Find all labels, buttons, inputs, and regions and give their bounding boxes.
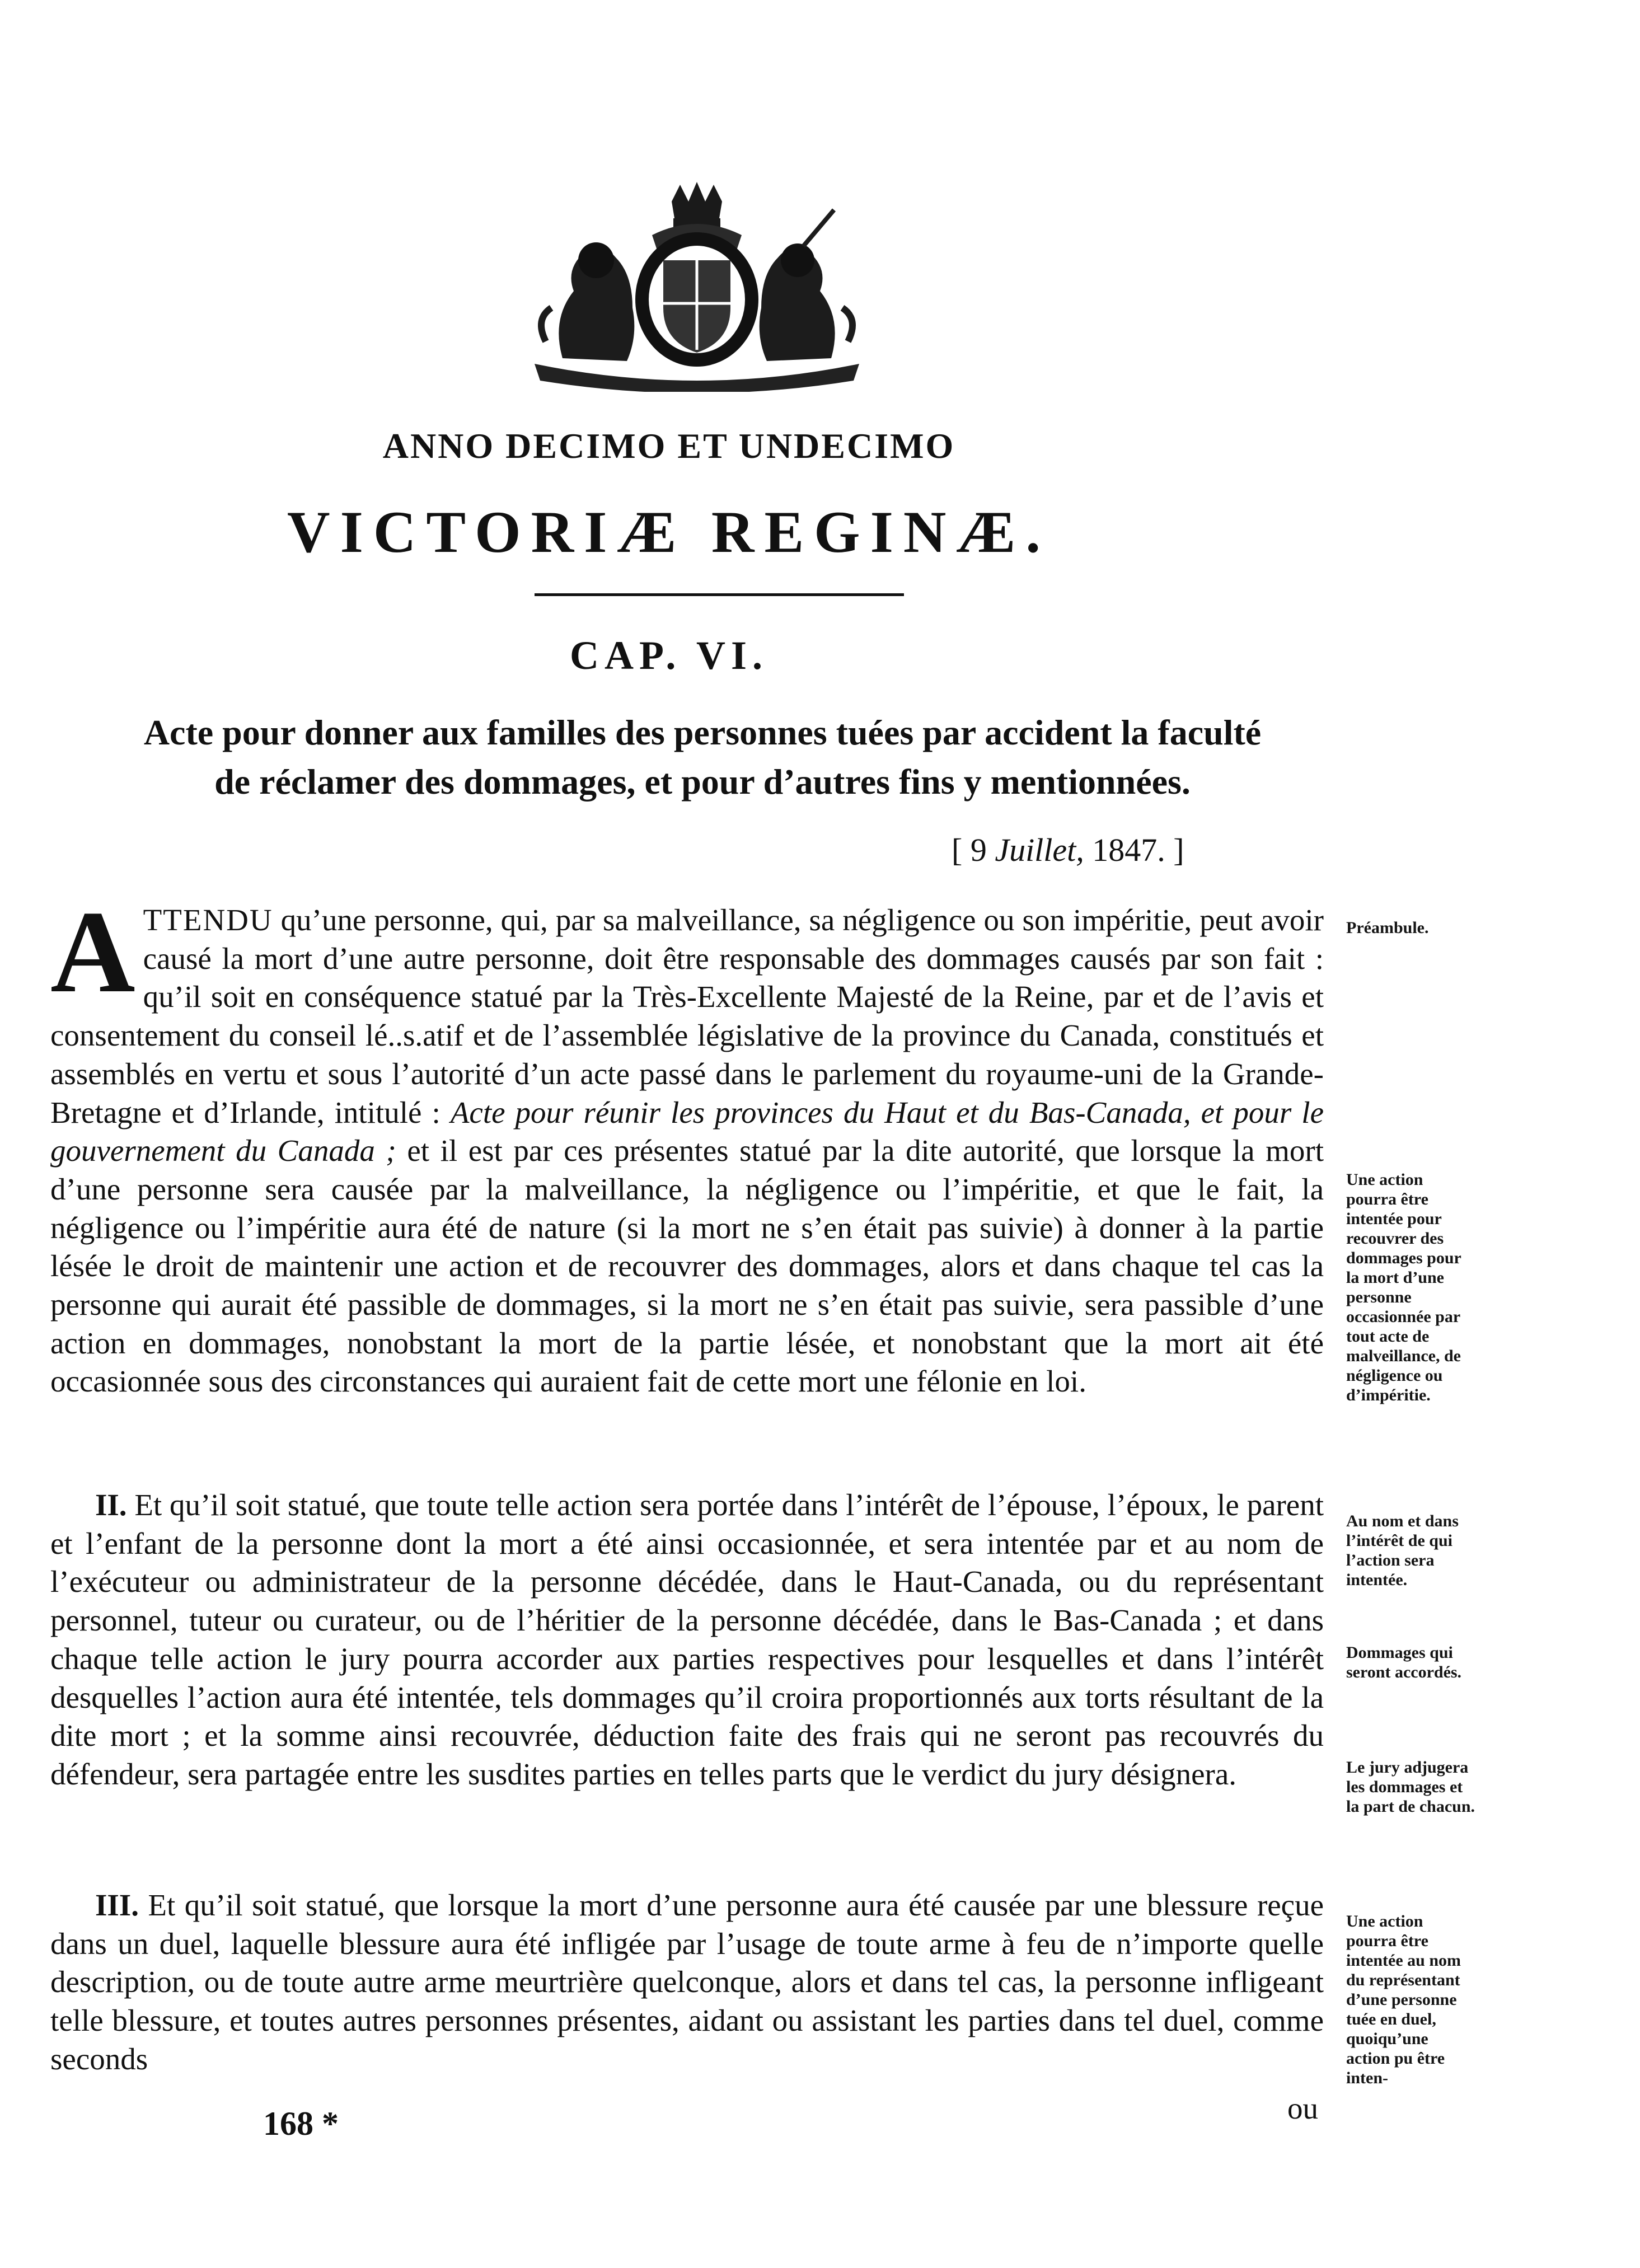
date-day: 9: [970, 832, 987, 868]
section-3-number: III.: [95, 1888, 139, 1922]
heading-divider: [535, 593, 904, 596]
page-number: 168 *: [263, 2105, 339, 2142]
section-3-text: Et qu’il soit statué, que lorsque la mort d’une personne aura été causée par une blessure reçue dans un duel, laquelle blessure aura été infligée par l’usage de toute arme à feu de n’importe quelle description, ou de toute autre arme meurtrière quelconque, alors et dans tel cas, la personne infligeant telle blessure, et toutes autres personnes présentes, aidant ou assistant les parties dans tel duel, comme seconds: [50, 1888, 1324, 2076]
date-close-bracket: ]: [1173, 832, 1184, 868]
section-1-text-b: et il est par ces présentes statué par la dite autorité, que lorsque la mort d’une personne sera causée par la malveillance, la négligence ou l’impéritie, et que le fait, la négligence ou l’impéritie aura été de nature (si la mort ne s’en était pas suivie) à donner à la partie lésée le droit de maintenir une action et de recouvrer des dommages, alors et dans chaque tel cas la personne qui aurait été passible de dommages, si la mort ne s’en était pas suivie, sera passible d’une action en dommages, nonobstant la mort de la partie lésée, et nonobstant que la mort ait été occasionnée sous des circonstances qui auraient fait de cette mort une félonie en loi.: [50, 1133, 1324, 1399]
section-1-lead-word: TTENDU: [143, 903, 273, 937]
date-year: 1847.: [1092, 832, 1165, 868]
preamble-section-1: [50, 887, 1324, 1401]
date-open-bracket: [: [952, 832, 963, 868]
regnal-year-heading: ANNO DECIMO ET UNDECIMO: [382, 426, 955, 466]
drop-cap: A: [50, 887, 135, 1017]
union-act-title: Acte pour réunir les provinces du Haut et du Bas-Canada, et pour le gouvernement du Canada ;: [50, 1095, 1324, 1168]
section-1-text-a: qu’une personne, qui, par sa malveillance, sa négligence ou son impéritie, peut avoir causé la mort d’une autre personne, doit être responsable des dommages causés par son fait : qu’il soit en conséquence statué par la Très-Excellente Majesté de la Reine, par et de l’avis et consentement du conseil lé..s.atif et de l’assemblée législative de la province du Canada, constitués et assemblés en vertu et sous l’autorité d’un acte passé dans le parlement du royaume-uni de la Grande-Bretagne et d’Irlande, intitulé :: [50, 903, 1324, 1130]
margin-note-action-for-death: Une action pourra être intentée pour recouvrer des dommages pour la mort d’une personne occasionnée par tout acte de malveillance, de négligence ou d’impéritie.: [1346, 1170, 1461, 1404]
chapter-number: CAP. VI.: [569, 633, 769, 678]
margin-note-in-whose-name: Au nom et dans l’intérêt de qui l’action sera intentée.: [1346, 1512, 1459, 1589]
catchword: ou: [1287, 2091, 1318, 2125]
margin-note-preamble: Préambule.: [1346, 919, 1429, 937]
margin-note-damages: Dommages qui seront accordés.: [1346, 1643, 1462, 1681]
section-2: [50, 1486, 1324, 1794]
margin-note-duel-action: Une action pourra être intentée au nom du représentant d’une personne tuée en duel, quoiqu’une action pu être inten-: [1346, 1912, 1461, 2087]
assent-date: [952, 831, 1184, 869]
section-2-number: II.: [95, 1488, 127, 1522]
section-2-text: Et qu’il soit statué, que toute telle action sera portée dans l’intérêt de l’épouse, l’époux, le parent et l’enfant de la personne dont la mort a été ainsi occasionnée, et sera intentée par et au nom de l’exécuteur ou administrateur de la personne décédée, dans le Haut-Canada, ou du représentant personnel, tuteur ou curateur, ou de l’héritier de la personne décédée, dans le Bas-Canada ; et dans chaque telle action le jury pourra accorder aux parties respectives pour lesquelles et dans l’intérêt desquelles l’action aura été intentée, tels dommages qu’il croira proportionnés aux torts résultant de la dite mort ; et la somme ainsi recouvrée, déduction faite des frais qui ne seront pas recouvrés du défendeur, sera partagée entre les susdites parties en telles parts que le verdict du jury désignera.: [50, 1488, 1324, 1791]
act-title-line-1: Acte pour donner aux familles des personnes tuées par accident la faculté: [143, 713, 1262, 752]
act-title: [50, 708, 1355, 807]
act-title-line-2: de réclamer des dommages, et pour d’autres fins y mentionnées.: [214, 762, 1191, 802]
royal-coat-of-arms: [512, 179, 882, 392]
date-month: Juillet,: [995, 832, 1084, 868]
sovereign-heading: VICTORIÆ REGINÆ.: [287, 499, 1051, 565]
margin-note-jury-apportions: Le jury adjugera les dommages et la part de chacun.: [1346, 1758, 1475, 1816]
section-3: [50, 1886, 1324, 2079]
